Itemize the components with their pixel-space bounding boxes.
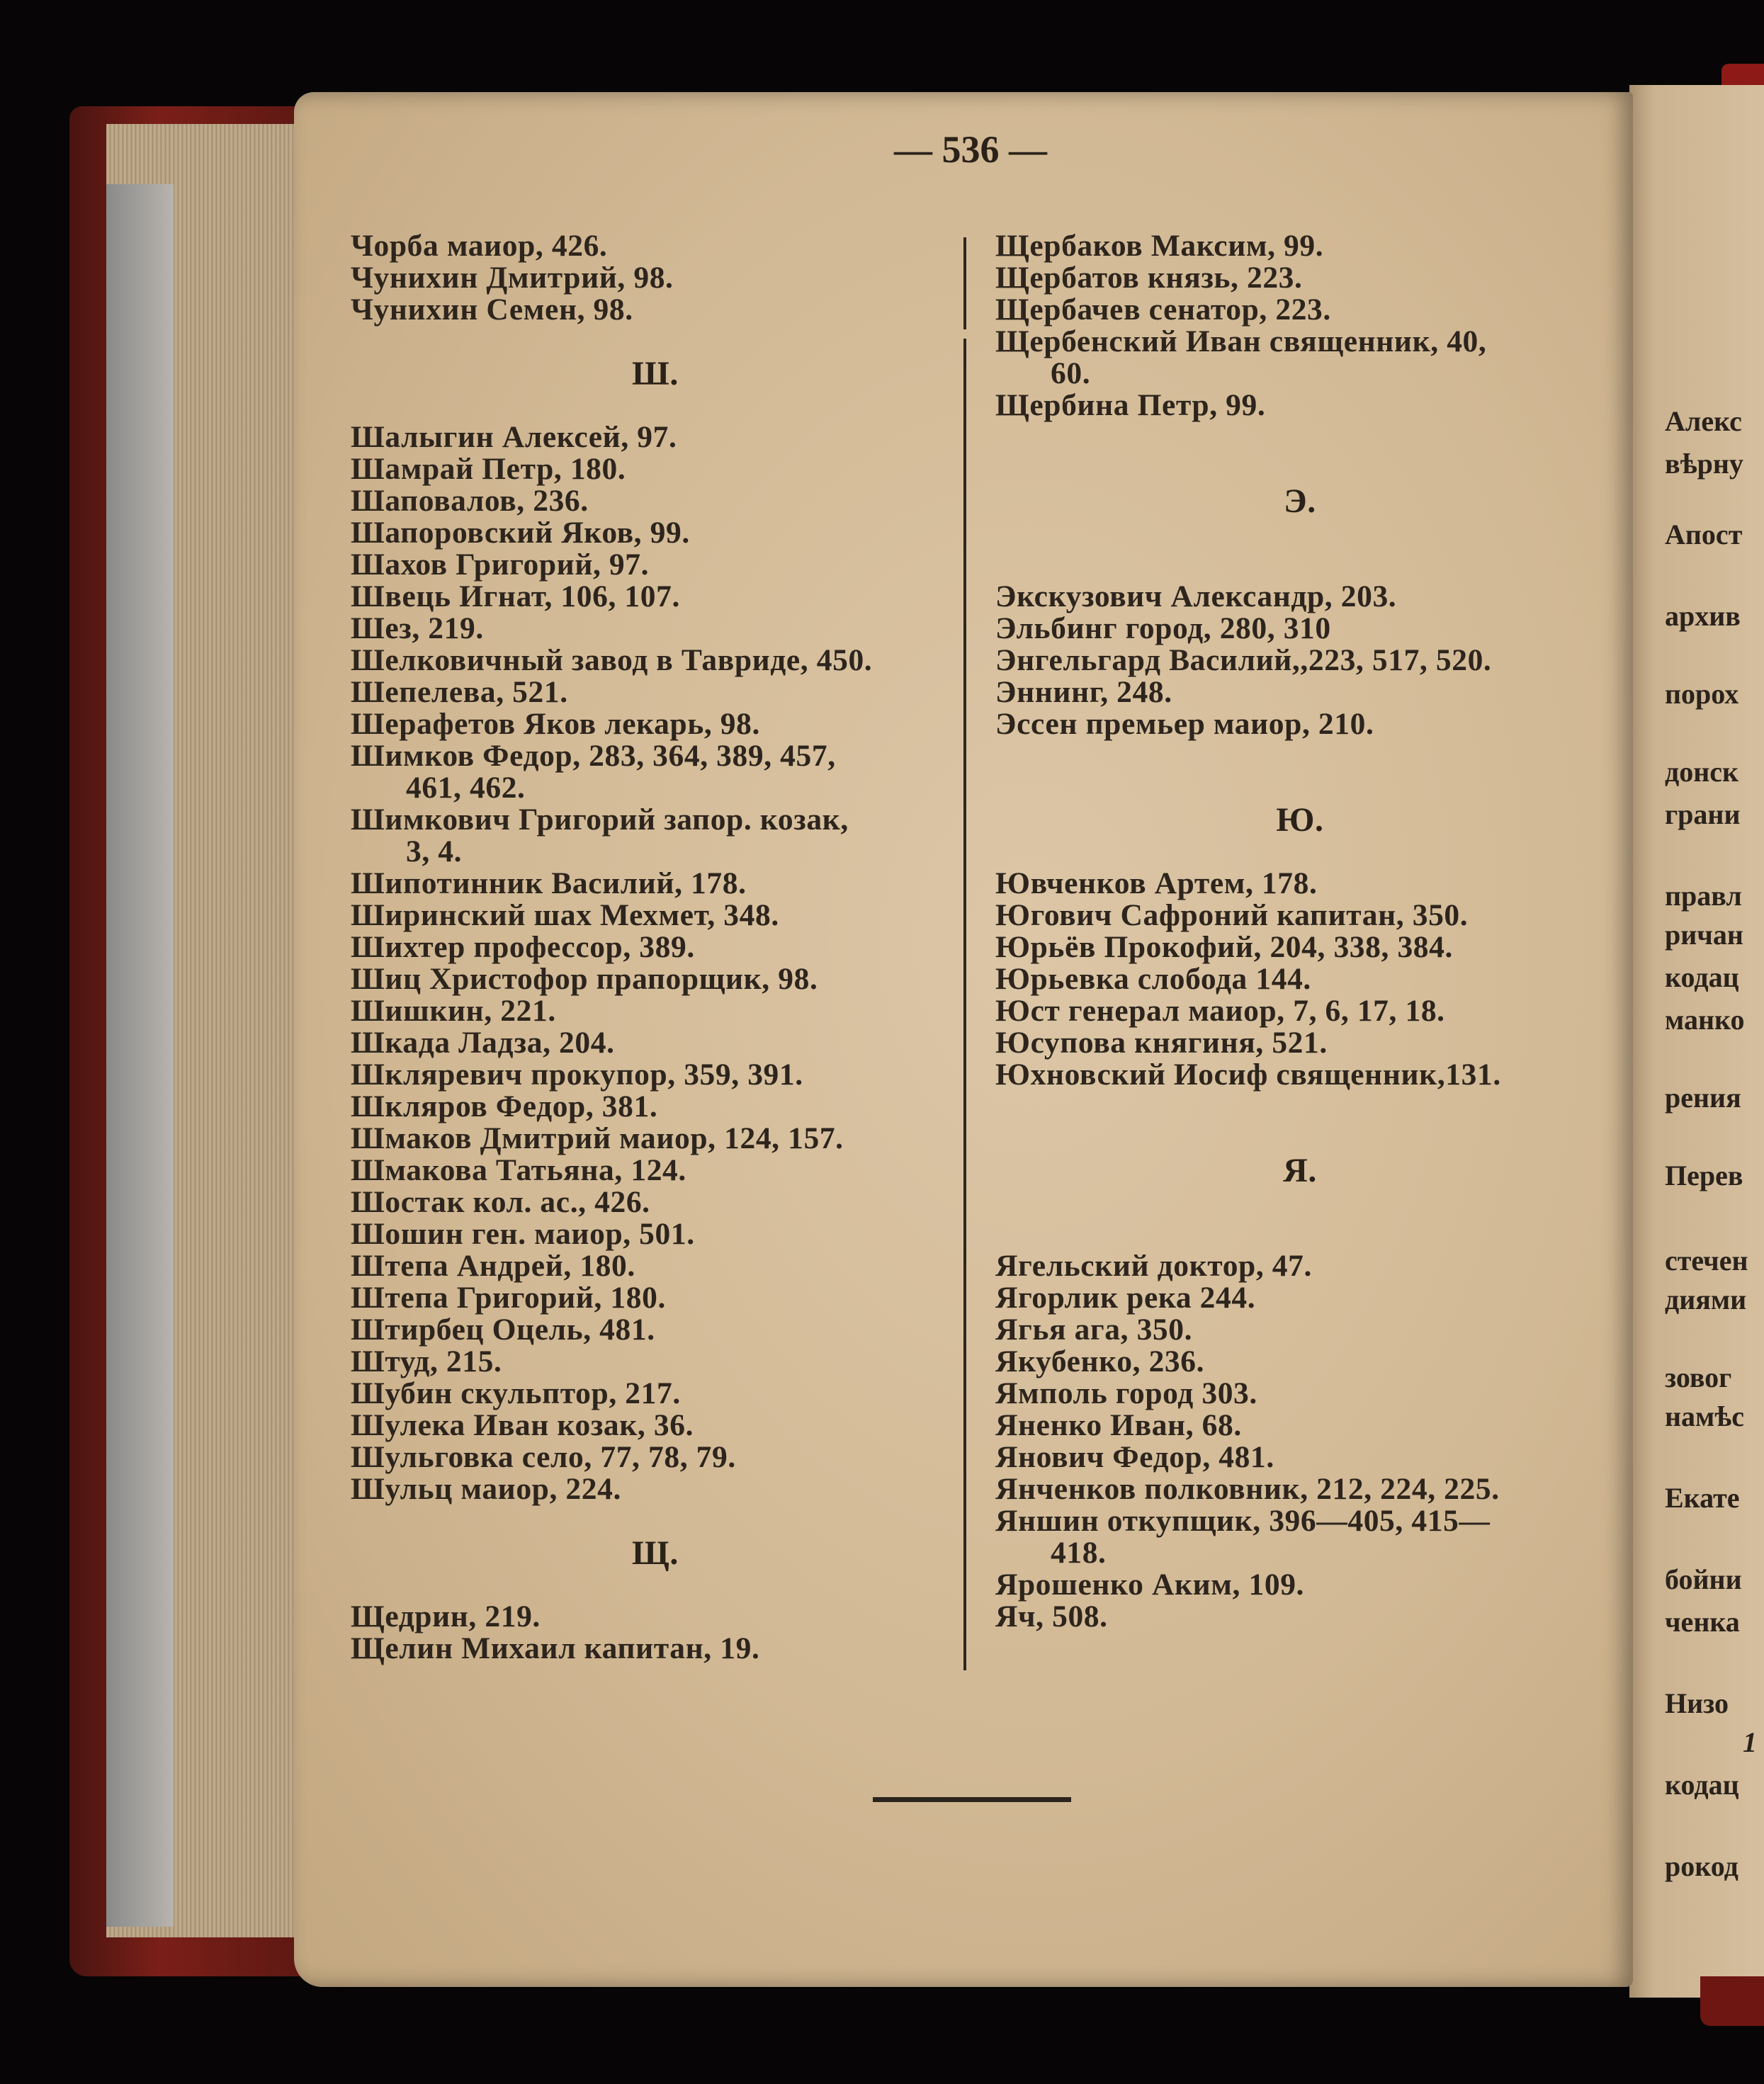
index-entry: Шошин ген. маиор, 501. [351, 1217, 695, 1251]
index-entry: Щелин Михаил капитан, 19. [351, 1631, 760, 1665]
facing-page-text: бойни [1665, 1563, 1742, 1595]
index-entry-continuation: 60. [1051, 356, 1091, 390]
index-entry: Юст генерал маиор, 7, 6, 17, 18. [995, 994, 1445, 1028]
index-entry: Яненко Иван, 68. [995, 1408, 1242, 1442]
facing-page-text: Низо [1665, 1687, 1729, 1719]
letter-heading: Ш. [632, 355, 679, 392]
index-entry: Щедрин, 219. [351, 1599, 541, 1633]
index-entry: Шубин скульптор, 217. [351, 1376, 681, 1410]
index-entry: Штепа Андрей, 180. [351, 1249, 635, 1283]
spacer [995, 1123, 1605, 1155]
spacer [351, 326, 960, 358]
index-entry: Штирбец Оцель, 481. [351, 1313, 655, 1347]
facing-page-text: кодац [1665, 961, 1739, 993]
index-entry: Шкада Ладза, 204. [351, 1026, 615, 1060]
index-entry: Эссен премьер маиор, 210. [995, 707, 1374, 741]
index-entry: Шаповалов, 236. [351, 484, 589, 518]
index-entry: Шульговка село, 77, 78, 79. [351, 1440, 736, 1474]
index-entry: Ягья ага, 350. [995, 1313, 1193, 1347]
index-entry: Ярошенко Аким, 109. [995, 1568, 1305, 1602]
index-entry: Шиц Христофор прапорщик, 98. [351, 962, 818, 996]
page-number: — 536 — [894, 128, 1047, 171]
index-entry: Якубенко, 236. [995, 1344, 1205, 1378]
facing-page [1629, 85, 1764, 1998]
index-entry: Чунихин Семен, 98. [351, 293, 633, 327]
facing-page-text: ричан [1665, 919, 1743, 951]
index-entry: Шепелева, 521. [351, 675, 568, 709]
index-entry: Шерафетов Яков лекарь, 98. [351, 707, 760, 741]
index-entry: Шез, 219. [351, 611, 484, 645]
letter-heading: Я. [1283, 1152, 1317, 1189]
facing-page-text: Перев [1665, 1160, 1743, 1191]
facing-page-text: грани [1665, 798, 1741, 830]
facing-page-text: ченка [1665, 1606, 1740, 1638]
index-entry-continuation: 418. [1051, 1536, 1107, 1570]
index-entry [995, 326, 1605, 390]
index-entry [995, 1505, 1605, 1569]
spacer [995, 421, 1605, 453]
spacer [995, 453, 1605, 485]
index-entry: Шелковичный завод в Тавриде, 450. [351, 643, 873, 677]
index-entry-text: Щербенский Иван священник, 40, [995, 324, 1487, 358]
spacer [995, 1218, 1605, 1250]
facing-page-text: вѣрну [1665, 448, 1743, 480]
index-entry: Шапоровский Яков, 99. [351, 516, 690, 550]
index-entry: Швець Игнат, 106, 107. [351, 579, 680, 613]
spacer [995, 836, 1605, 868]
index-entry: Шишкин, 221. [351, 994, 556, 1028]
spacer [995, 549, 1605, 581]
index-entry: Штуд, 215. [351, 1344, 502, 1378]
index-entry: Шмаков Дмитрий маиор, 124, 157. [351, 1121, 844, 1155]
index-entry [351, 740, 960, 804]
facing-page-text: рокод [1665, 1850, 1738, 1882]
index-entry: Югович Сафроний капитан, 350. [995, 898, 1469, 932]
index-entry: Шамрай Петр, 180. [351, 452, 626, 486]
facing-page-text: диями [1665, 1284, 1747, 1315]
facing-page-text: рения [1665, 1082, 1741, 1114]
index-entry: Шалыгин Алексей, 97. [351, 420, 677, 454]
index-entry: Щербина Петр, 99. [995, 388, 1266, 422]
facing-page-text: намѣс [1665, 1400, 1745, 1432]
index-entry: Шкляров Федор, 381. [351, 1089, 658, 1123]
index-entry: Экскузович Александр, 203. [995, 579, 1397, 613]
spacer [995, 517, 1605, 549]
index-entry: Юхновский Иосиф священник,131. [995, 1058, 1501, 1092]
index-entry: Юрьевка слобода 144. [995, 962, 1311, 996]
index-entry: Юрьёв Прокофий, 204, 338, 384. [995, 930, 1453, 964]
letter-heading: Ю. [1276, 801, 1324, 839]
spacer [351, 1505, 960, 1537]
spacer [351, 1569, 960, 1601]
index-entry: Щербачев сенатор, 223. [995, 293, 1331, 327]
index-entry: Чунихин Дмитрий, 98. [351, 261, 674, 295]
index-entry: Щербаков Максим, 99. [995, 229, 1324, 263]
index-entry: Шихтер профессор, 389. [351, 930, 695, 964]
index-entry-text: Шимков Федор, 283, 364, 389, 457, [351, 739, 836, 773]
spacer [995, 1187, 1605, 1218]
index-column-left [351, 230, 960, 1665]
index-entry: Ювченков Артем, 178. [995, 866, 1318, 900]
index-column-right [995, 230, 1605, 1633]
index-entry: Янович Федор, 481. [995, 1440, 1274, 1474]
index-entry: Ягельский доктор, 47. [995, 1249, 1312, 1283]
facing-page-text: зовог [1665, 1361, 1732, 1393]
facing-page-text: стечен [1665, 1245, 1748, 1276]
index-entry: Штепа Григорий, 180. [351, 1281, 666, 1315]
index-entry-continuation: 461, 462. [406, 771, 526, 805]
end-rule [873, 1797, 1071, 1802]
spacer [995, 740, 1605, 772]
index-entry-continuation: 3, 4. [406, 834, 463, 868]
index-entry: Эннинг, 248. [995, 675, 1172, 709]
facing-page-text: донск [1665, 756, 1739, 788]
index-entry: Чорба маиор, 426. [351, 229, 608, 263]
index-entry: Энгельгард Василий,,223, 517, 520. [995, 643, 1492, 677]
index-entry: Шипотинник Василий, 178. [351, 866, 747, 900]
index-entry: Эльбинг город, 280, 310 [995, 611, 1331, 645]
facing-page-text: Екате [1665, 1482, 1740, 1514]
index-entry-text: Яншин откупщик, 396—405, 415— [995, 1504, 1491, 1538]
column-divider [963, 237, 966, 329]
facing-page-text: архив [1665, 600, 1741, 632]
index-entry: Ямполь город 303. [995, 1376, 1257, 1410]
letter-heading: Щ. [632, 1534, 679, 1572]
spacer [995, 772, 1605, 804]
index-entry: Шульц маиор, 224. [351, 1472, 621, 1506]
index-entry: Шулека Иван козак, 36. [351, 1408, 694, 1442]
index-entry [351, 804, 960, 868]
spacer [351, 390, 960, 421]
facing-page-text: порох [1665, 678, 1739, 710]
facing-page-text: манко [1665, 1004, 1745, 1036]
index-entry: Шахов Григорий, 97. [351, 548, 650, 582]
index-entry: Ягорлик река 244. [995, 1281, 1256, 1315]
index-entry: Шклярeвич прокупор, 359, 391. [351, 1058, 803, 1092]
letter-heading: Э. [1284, 482, 1316, 520]
facing-page-text: правл [1665, 880, 1742, 912]
facing-page-text: 1 [1743, 1726, 1757, 1758]
column-divider [963, 339, 966, 1670]
index-entry: Яч, 508. [995, 1599, 1108, 1633]
index-entry: Ширинский шах Мехмет, 348. [351, 898, 779, 932]
index-entry: Щербатов князь, 223. [995, 261, 1303, 295]
facing-page-text: Апост [1665, 519, 1743, 550]
page-edges-inner [106, 184, 174, 1927]
facing-page-text: Алекс [1665, 405, 1742, 437]
spacer [995, 1091, 1605, 1123]
index-entry: Шмакова Татьяна, 124. [351, 1153, 686, 1187]
index-entry: Юсупова княгиня, 521. [995, 1026, 1328, 1060]
index-entry: Шостак кол. ас., 426. [351, 1185, 650, 1219]
cover-corner-bottom [1700, 1976, 1764, 2026]
index-entry: Янченков полковник, 212, 224, 225. [995, 1472, 1500, 1506]
index-entry-text: Шимкович Григорий запор. козак, [351, 803, 849, 837]
facing-page-text: кодац [1665, 1769, 1739, 1801]
